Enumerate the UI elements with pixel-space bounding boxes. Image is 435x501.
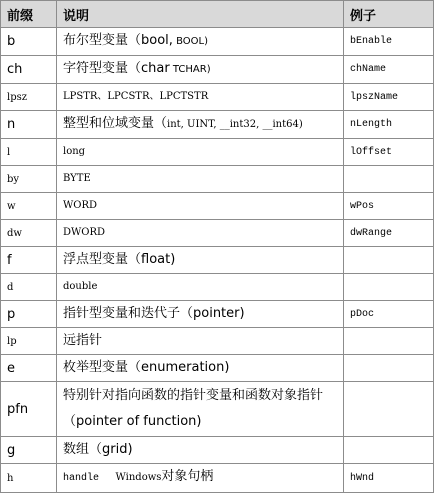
row-prefix: p bbox=[1, 301, 57, 328]
row-prefix: lpsz bbox=[1, 84, 57, 111]
row-desc: 浮点型变量（float) bbox=[57, 247, 344, 274]
row-desc: handle Windows对象句柄 bbox=[57, 464, 344, 493]
table-row bbox=[1, 328, 434, 355]
table-row bbox=[1, 56, 434, 84]
row-prefix: n bbox=[1, 111, 57, 139]
row-desc: long bbox=[57, 139, 344, 166]
table-row bbox=[1, 301, 434, 328]
row-desc: 数组（grid) bbox=[57, 437, 344, 464]
row-desc: WORD bbox=[57, 193, 344, 220]
row-prefix: d bbox=[1, 274, 57, 301]
row-desc: LPSTR、LPCSTR、LPCTSTR bbox=[57, 84, 344, 111]
row-desc: 远指针 bbox=[57, 328, 344, 355]
row-prefix: pfn bbox=[1, 382, 57, 437]
table-row bbox=[1, 274, 434, 301]
row-example bbox=[344, 437, 434, 464]
row-example bbox=[344, 166, 434, 193]
table-row bbox=[1, 111, 434, 139]
row-prefix: f bbox=[1, 247, 57, 274]
row-example: lOffset bbox=[344, 139, 434, 166]
row-example bbox=[344, 328, 434, 355]
row-example: chName bbox=[344, 56, 434, 84]
row-example bbox=[344, 382, 434, 437]
row-prefix: l bbox=[1, 139, 57, 166]
row-prefix: dw bbox=[1, 220, 57, 247]
row-example: pDoc bbox=[344, 301, 434, 328]
row-example bbox=[344, 355, 434, 382]
table-row bbox=[1, 84, 434, 111]
table-row bbox=[1, 355, 434, 382]
table-row bbox=[1, 382, 434, 437]
table-row bbox=[1, 139, 434, 166]
row-example: nLength bbox=[344, 111, 434, 139]
table-header-row bbox=[1, 1, 434, 28]
row-example: lpszName bbox=[344, 84, 434, 111]
table-row bbox=[1, 464, 434, 493]
table-row bbox=[1, 193, 434, 220]
table-row bbox=[1, 28, 434, 56]
row-desc: double bbox=[57, 274, 344, 301]
row-desc: 整型和位域变量（int, UINT, __int32, __int64) bbox=[57, 111, 344, 139]
row-prefix: e bbox=[1, 355, 57, 382]
row-prefix: w bbox=[1, 193, 57, 220]
row-example bbox=[344, 274, 434, 301]
table-row bbox=[1, 437, 434, 464]
row-desc: 字符型变量（char TCHAR) bbox=[57, 56, 344, 84]
row-prefix: ch bbox=[1, 56, 57, 84]
row-prefix: b bbox=[1, 28, 57, 56]
header-desc: 说明 bbox=[57, 1, 344, 28]
row-example: bEnable bbox=[344, 28, 434, 56]
table-row bbox=[1, 166, 434, 193]
row-prefix: g bbox=[1, 437, 57, 464]
row-desc: DWORD bbox=[57, 220, 344, 247]
row-prefix: h bbox=[1, 464, 57, 493]
table-row bbox=[1, 247, 434, 274]
row-example: wPos bbox=[344, 193, 434, 220]
row-prefix: lp bbox=[1, 328, 57, 355]
header-prefix: 前缀 bbox=[1, 1, 57, 28]
row-desc: 特别针对指向函数的指针变量和函数对象指针 （pointer of function) bbox=[57, 382, 344, 437]
row-desc: 枚举型变量（enumeration) bbox=[57, 355, 344, 382]
row-prefix: by bbox=[1, 166, 57, 193]
row-example: dwRange bbox=[344, 220, 434, 247]
row-desc: 布尔型变量（bool, BOOL) bbox=[57, 28, 344, 56]
header-example: 例子 bbox=[344, 1, 434, 28]
row-example: hWnd bbox=[344, 464, 434, 493]
row-example bbox=[344, 247, 434, 274]
row-desc: BYTE bbox=[57, 166, 344, 193]
row-desc: 指针型变量和迭代子（pointer) bbox=[57, 301, 344, 328]
table-row bbox=[1, 220, 434, 247]
